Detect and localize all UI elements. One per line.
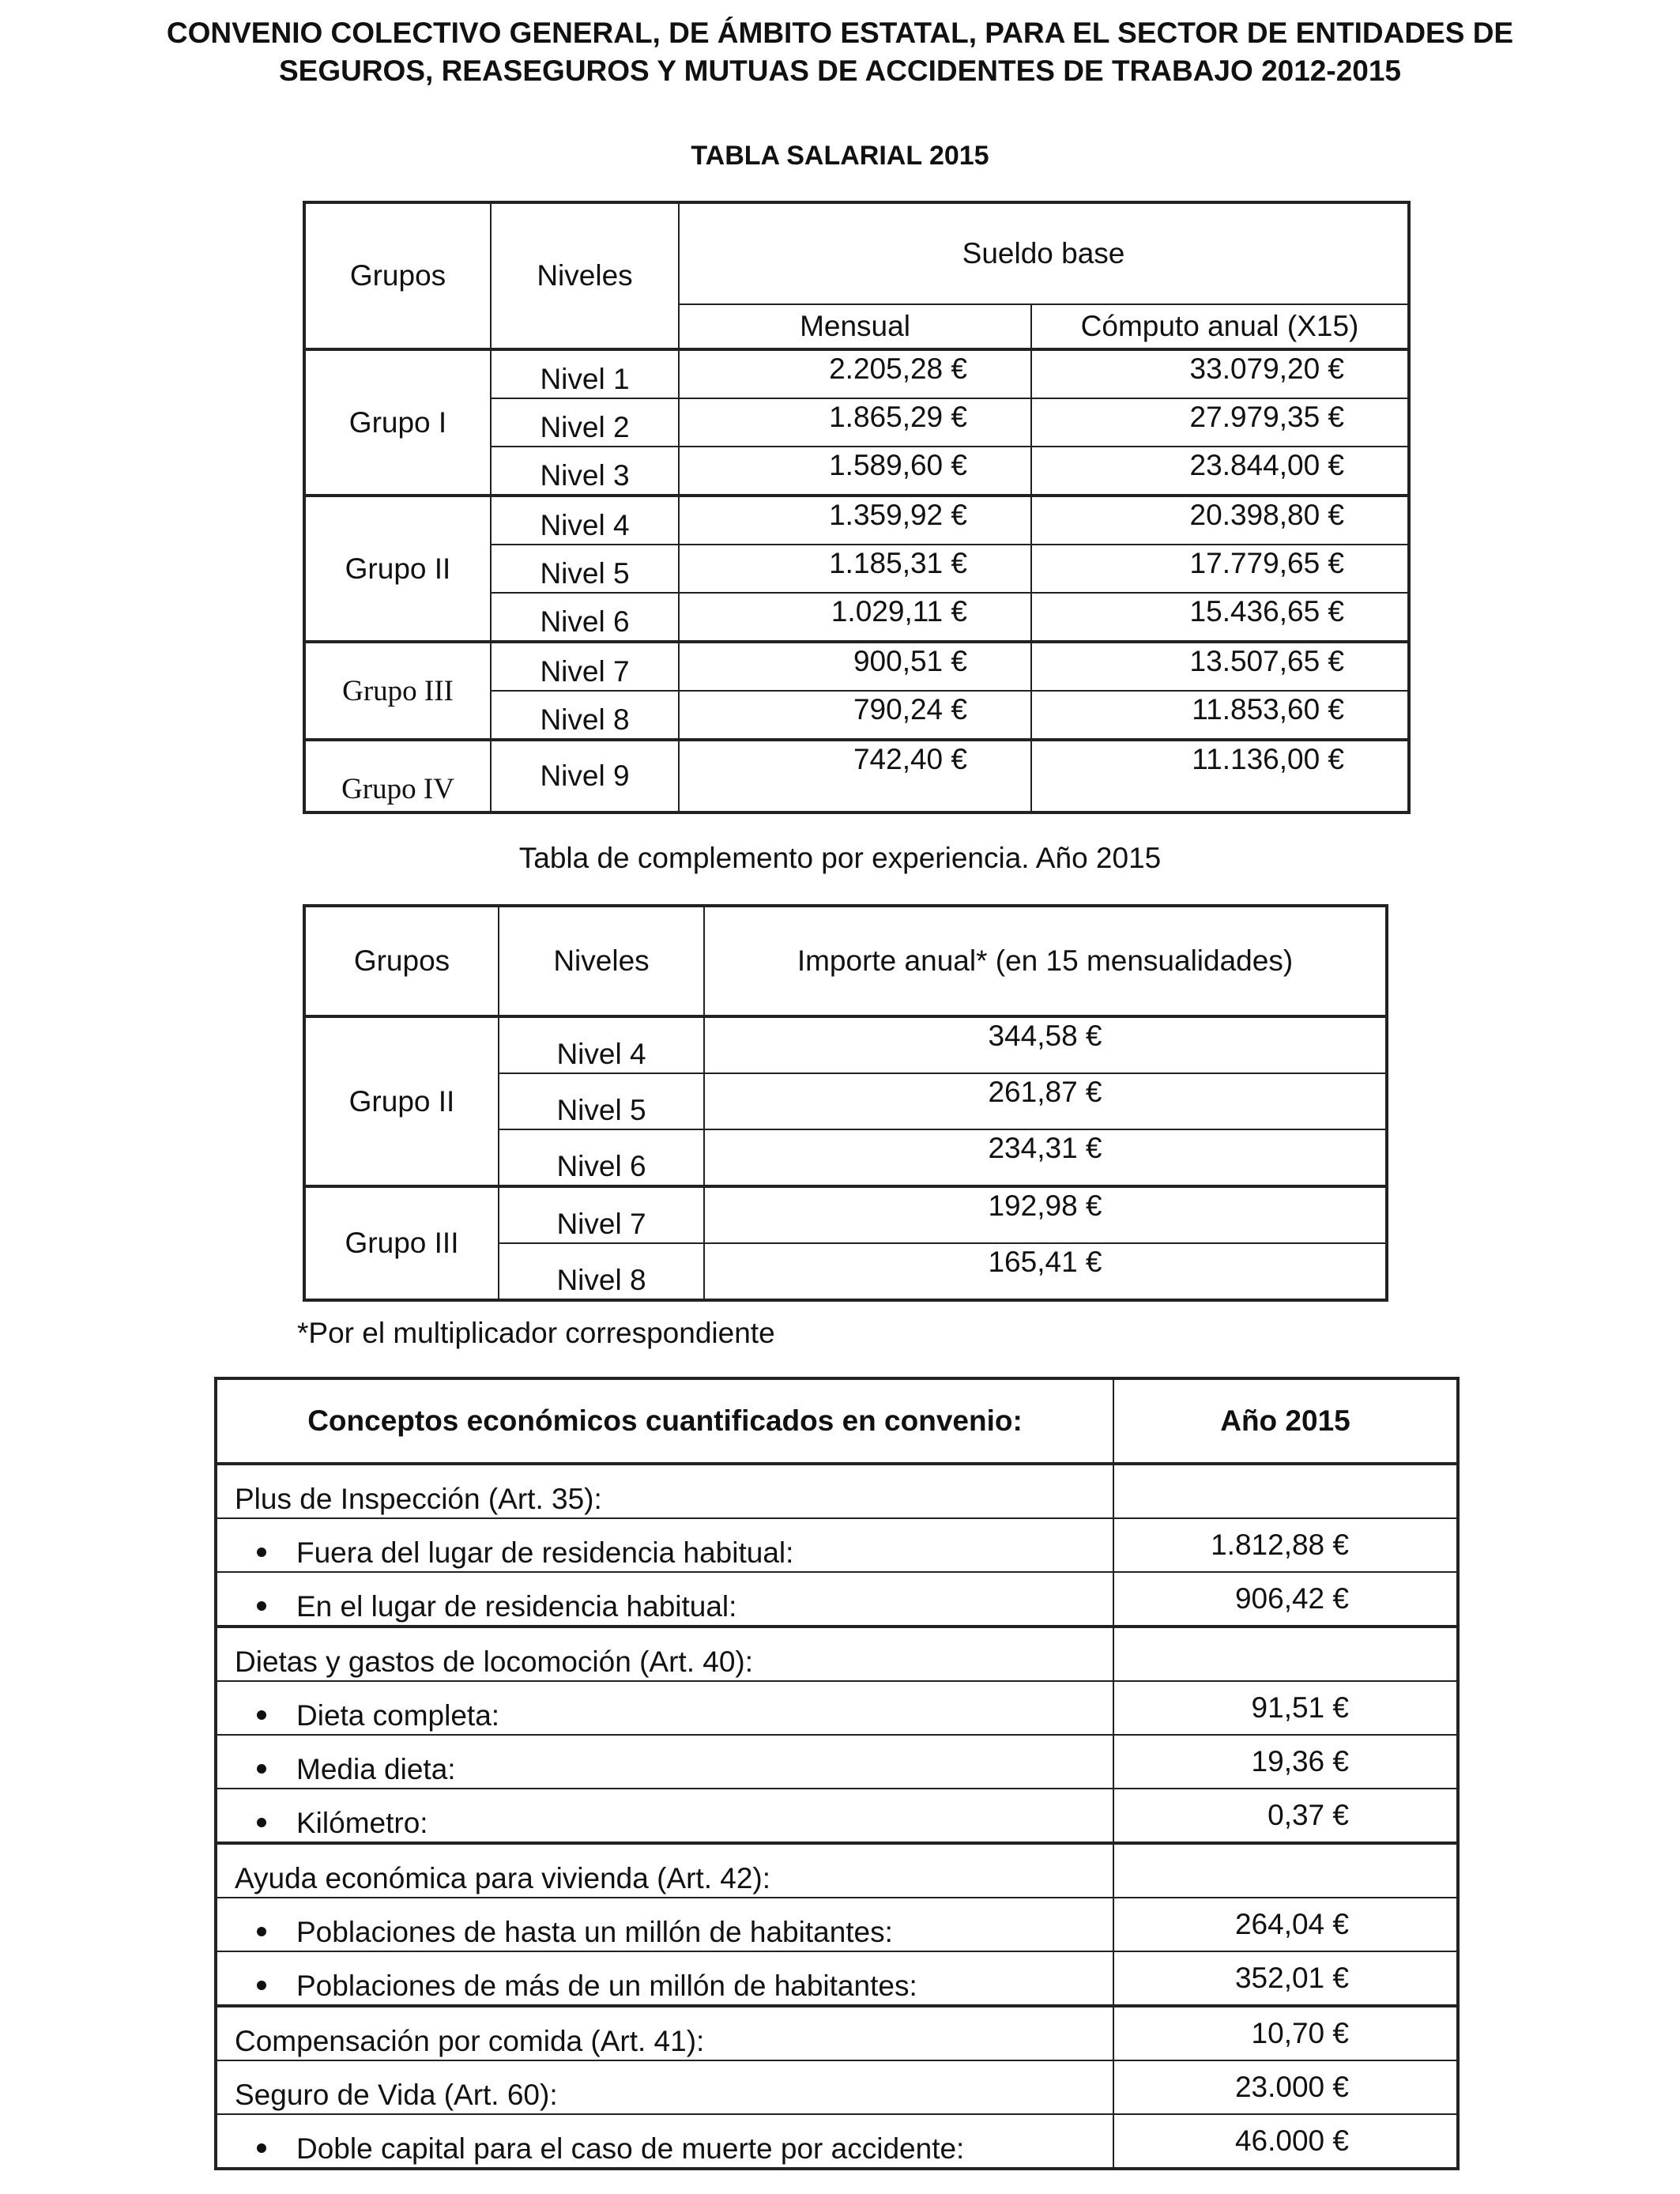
header-year: Año 2015 xyxy=(1113,1378,1458,1464)
level-cell: Nivel 6 xyxy=(499,1129,704,1186)
value-cell: 19,36 € xyxy=(1113,1735,1458,1789)
table-row xyxy=(304,1186,1387,1243)
group-cell: Grupo III xyxy=(304,642,491,740)
amount-cell: 344,58 € xyxy=(704,1016,1387,1073)
monthly-cell: 1.865,29 € xyxy=(679,398,1031,447)
section-label: Seguro de Vida (Art. 60): xyxy=(216,2060,1113,2114)
level-cell: Nivel 3 xyxy=(491,447,679,496)
bullet-icon xyxy=(257,1547,266,1557)
item-cell xyxy=(216,1898,1113,1951)
item-cell xyxy=(216,1789,1113,1843)
value-cell: 1.812,88 € xyxy=(1113,1518,1458,1572)
header-grupos: Grupos xyxy=(304,906,499,1016)
level-cell: Nivel 8 xyxy=(491,691,679,740)
item-cell xyxy=(216,1735,1113,1789)
section-row xyxy=(216,2006,1458,2060)
annual-cell: 11.136,00 € xyxy=(1031,740,1409,812)
section-label: Ayuda económica para vivienda (Art. 42): xyxy=(216,1843,1113,1898)
amount-cell: 234,31 € xyxy=(704,1129,1387,1186)
bullet-icon xyxy=(257,1981,266,1990)
bullet-icon xyxy=(257,1764,266,1774)
amount-cell: 261,87 € xyxy=(704,1073,1387,1129)
group-cell: Grupo II xyxy=(304,1016,499,1186)
item-label: Media dieta: xyxy=(296,1753,456,1785)
item-label: Dieta completa: xyxy=(296,1699,500,1732)
item-cell xyxy=(216,1681,1113,1735)
value-cell: 0,37 € xyxy=(1113,1789,1458,1843)
footnote: *Por el multiplicador correspondiente xyxy=(297,1317,775,1349)
level-cell: Nivel 6 xyxy=(491,593,679,642)
experience-table xyxy=(303,904,1388,1302)
bullet-icon xyxy=(257,1710,266,1720)
amount-cell: 192,98 € xyxy=(704,1186,1387,1243)
item-row xyxy=(216,1789,1458,1843)
monthly-cell: 1.185,31 € xyxy=(679,545,1031,593)
monthly-cell: 1.589,60 € xyxy=(679,447,1031,496)
section-label: Plus de Inspección (Art. 35): xyxy=(216,1464,1113,1518)
section-row xyxy=(216,2060,1458,2114)
salary-table-title: TABLA SALARIAL 2015 xyxy=(691,141,989,171)
monthly-cell: 790,24 € xyxy=(679,691,1031,740)
monthly-cell: 742,40 € xyxy=(679,740,1031,812)
level-cell: Nivel 4 xyxy=(499,1016,704,1073)
level-cell: Nivel 9 xyxy=(491,740,679,812)
item-cell xyxy=(216,1572,1113,1627)
value-cell: 23.000 € xyxy=(1113,2060,1458,2114)
item-row xyxy=(216,1735,1458,1789)
item-row xyxy=(216,1898,1458,1951)
level-cell: Nivel 5 xyxy=(491,545,679,593)
section-row xyxy=(216,1464,1458,1518)
annual-cell: 20.398,80 € xyxy=(1031,496,1409,545)
level-cell: Nivel 8 xyxy=(499,1243,704,1300)
item-label: Fuera del lugar de residencia habitual: xyxy=(296,1536,794,1569)
group-cell: Grupo IV xyxy=(304,740,491,812)
bullet-icon xyxy=(257,2143,266,2153)
level-cell: Nivel 1 xyxy=(491,349,679,398)
section-label: Compensación por comida (Art. 41): xyxy=(216,2006,1113,2060)
document-title-line-1: CONVENIO COLECTIVO GENERAL, DE ÁMBITO ESTATAL, PARA EL SECTOR DE ENTIDADES DE xyxy=(166,17,1514,49)
monthly-cell: 1.029,11 € xyxy=(679,593,1031,642)
level-cell: Nivel 7 xyxy=(491,642,679,691)
value-cell: 91,51 € xyxy=(1113,1681,1458,1735)
table-row xyxy=(304,496,1409,545)
bullet-icon xyxy=(257,1927,266,1936)
item-label: Kilómetro: xyxy=(296,1807,428,1839)
value-cell: 264,04 € xyxy=(1113,1898,1458,1951)
monthly-cell: 900,51 € xyxy=(679,642,1031,691)
item-label: En el lugar de residencia habitual: xyxy=(296,1590,737,1623)
bullet-icon xyxy=(257,1818,266,1827)
value-cell: 352,01 € xyxy=(1113,1951,1458,2006)
annual-cell: 27.979,35 € xyxy=(1031,398,1409,447)
group-cell: Grupo III xyxy=(304,1186,499,1300)
salary-table xyxy=(303,201,1411,814)
annual-cell: 33.079,20 € xyxy=(1031,349,1409,398)
section-label: Dietas y gastos de locomoción (Art. 40): xyxy=(216,1627,1113,1681)
header-concepts: Conceptos económicos cuantificados en convenio: xyxy=(216,1378,1113,1464)
header-grupos: Grupos xyxy=(304,202,491,349)
value-cell: 10,70 € xyxy=(1113,2006,1458,2060)
item-cell xyxy=(216,1951,1113,2006)
section-row xyxy=(216,1843,1458,1898)
annual-cell: 23.844,00 € xyxy=(1031,447,1409,496)
header-niveles: Niveles xyxy=(499,906,704,1016)
level-cell: Nivel 5 xyxy=(499,1073,704,1129)
item-label: Doble capital para el caso de muerte por accidente: xyxy=(296,2132,965,2165)
level-cell: Nivel 2 xyxy=(491,398,679,447)
group-cell: Grupo II xyxy=(304,496,491,642)
item-cell xyxy=(216,1518,1113,1572)
table-row xyxy=(304,740,1409,812)
annual-cell: 11.853,60 € xyxy=(1031,691,1409,740)
annual-cell: 13.507,65 € xyxy=(1031,642,1409,691)
level-cell: Nivel 4 xyxy=(491,496,679,545)
annual-cell: 17.779,65 € xyxy=(1031,545,1409,593)
value-cell: 906,42 € xyxy=(1113,1572,1458,1627)
item-label: Poblaciones de hasta un millón de habitantes: xyxy=(296,1916,893,1948)
value-cell xyxy=(1113,1464,1458,1518)
item-label: Poblaciones de más de un millón de habitantes: xyxy=(296,1970,917,2002)
concepts-table xyxy=(214,1377,1460,2170)
document-title-line-2: SEGUROS, REASEGUROS Y MUTUAS DE ACCIDENTES DE TRABAJO 2012-2015 xyxy=(278,55,1402,87)
header-importe: Importe anual* (en 15 mensualidades) xyxy=(704,906,1387,1016)
group-cell: Grupo I xyxy=(304,349,491,496)
table-row xyxy=(304,349,1409,398)
item-row xyxy=(216,1951,1458,2006)
value-cell: 46.000 € xyxy=(1113,2114,1458,2169)
table-row xyxy=(304,1016,1387,1073)
value-cell xyxy=(1113,1843,1458,1898)
item-cell xyxy=(216,2114,1113,2169)
item-row xyxy=(216,1572,1458,1627)
annual-cell: 15.436,65 € xyxy=(1031,593,1409,642)
experience-table-caption: Tabla de complemento por experiencia. Año 2015 xyxy=(518,842,1162,874)
bullet-icon xyxy=(257,1601,266,1611)
header-sueldo-base: Sueldo base xyxy=(679,202,1409,304)
header-anual: Cómputo anual (X15) xyxy=(1031,304,1409,349)
section-row xyxy=(216,1627,1458,1681)
item-row xyxy=(216,1681,1458,1735)
monthly-cell: 1.359,92 € xyxy=(679,496,1031,545)
value-cell xyxy=(1113,1627,1458,1681)
level-cell: Nivel 7 xyxy=(499,1186,704,1243)
header-mensual: Mensual xyxy=(679,304,1031,349)
monthly-cell: 2.205,28 € xyxy=(679,349,1031,398)
header-niveles: Niveles xyxy=(491,202,679,349)
amount-cell: 165,41 € xyxy=(704,1243,1387,1300)
item-row xyxy=(216,1518,1458,1572)
table-row xyxy=(304,642,1409,691)
item-row xyxy=(216,2114,1458,2169)
